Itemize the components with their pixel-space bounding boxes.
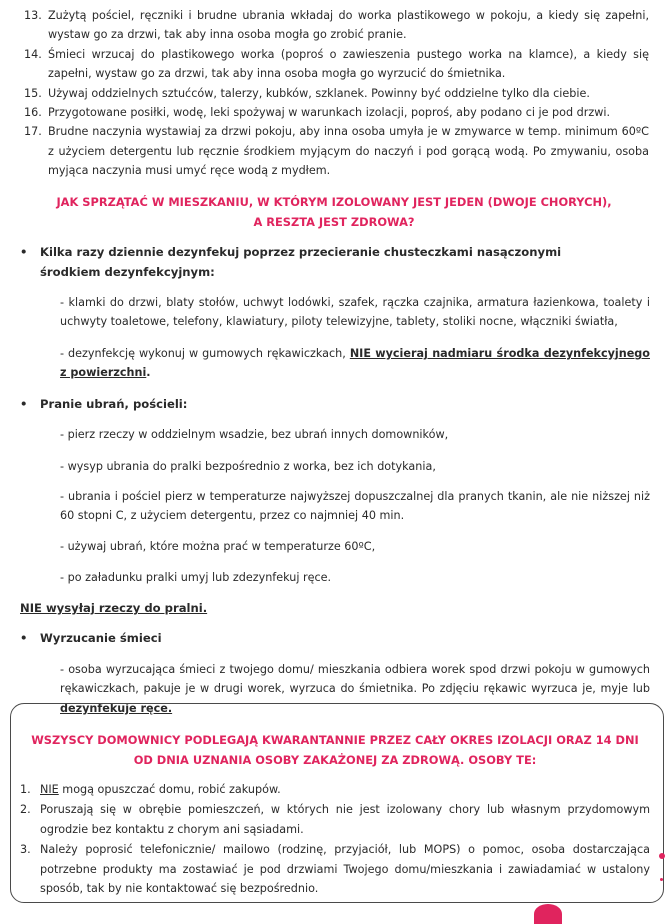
list-item <box>24 45 649 84</box>
disinfect-warning: NIE wycieraj nadmiaru środka dezynfekcyjnego z powierzchni <box>60 347 650 380</box>
list-text: Brudne naczynia wystawiaj za drzwi pokoju, aby inna osoba umyła je w zmywarce w temp. minimum 60ºC z użyciem detergentu lub ręcznie środkiem myjącym do naczyń i pod gorącą wodą. Po zmywaniu, osoba myjąca naczynia musi umyć ręce wodą z mydłem. <box>48 125 649 178</box>
decorative-dot <box>659 853 665 859</box>
bullet-title: Pranie ubrań, pościeli: <box>40 397 188 411</box>
nie-underlined: NIE <box>40 783 59 796</box>
list-number: 17. <box>24 125 42 139</box>
list-text: Poruszają się w obrębie pomieszczeń, w których nie jest izolowany chory lub własnym przydomowym ogrodzie bez kontaktu z chorym ani sąsiadami. <box>40 803 650 836</box>
bullet-icon: • <box>20 397 28 411</box>
list-item <box>20 800 650 839</box>
bullet-laundry <box>20 395 620 415</box>
trash-text: - osoba wyrzucająca śmieci z twojego domu/ mieszkania odbiera worek spod drzwi pokoju w gumowych rękawiczkach, pakuje je w drugi worek, wyrzuca do śmietnika. Po zdjęciu rękawic wyrzuca je, myje lub <box>60 663 650 696</box>
quarantine-heading-line-1: WSZYSCY DOMOWNICY PODLEGAJĄ KWARANTANNIE PRZEZ CAŁY OKRES IZOLACJI ORAZ 14 DNI <box>31 733 639 747</box>
no-laundry-service-note: NIE wysyłaj rzeczy do pralni. <box>20 601 208 615</box>
list-item <box>24 84 649 103</box>
bullet-icon: • <box>20 631 28 645</box>
list-text: Śmieci wrzucaj do plastikowego worka (poproś o zawieszenia pustego worka na klamce), a kiedy się zapełni, wystaw go za drzwi, tak aby inna osoba mogła go wyrzucić do śmietnika. <box>48 47 649 81</box>
list-item <box>24 122 649 180</box>
list-number: 15. <box>24 86 42 100</box>
laundry-item: - wysyp ubrania do pralki bezpośrednio z worka, bez ich dotykania, <box>60 460 436 473</box>
list-item <box>20 840 650 898</box>
list-number: 3. <box>20 843 31 857</box>
quarantine-list <box>20 780 650 899</box>
list-number: 1. <box>20 783 31 796</box>
list-item <box>24 6 649 45</box>
list-number: 2. <box>20 803 31 817</box>
section-heading <box>0 192 668 232</box>
list-text: mogą opuszczać domu, robić zakupów. <box>58 783 281 796</box>
quarantine-heading-line-2: OD DNIA UZNANIA OSOBY ZAKAŻONEJ ZA ZDROWĄ. OSOBY TE: <box>133 753 537 767</box>
list-text: Należy poprosić telefonicznie/ mailowo (rodzinę, przyjaciół, lub MOPS) o pomoc, osoba dostarczająca potrzebne produkty ma zostawiać je pod drzwiami Twojego domu/mieszkania i zawiadamiać w ustalony sposób, tak by nie kontaktować się bezpośrednio. <box>40 843 650 896</box>
list-text: Używaj oddzielnych sztućców, talerzy, kubków, szklanek. Powinny być oddzielne tylko dla ciebie. <box>48 86 590 100</box>
laundry-item: - po załadunku pralki umyj lub zdezynfekuj ręce. <box>60 571 332 584</box>
laundry-item: - ubrania i pościel pierz w temperaturze najwyższej dopuszczalnej dla pranych tkanin, ale nie niższej niż 60 stopni C, z użyciem detergentu, przez co najmniej 40 min. <box>60 490 650 523</box>
laundry-item: - pierz rzeczy w oddzielnym wsadzie, bez ubrań innych domowników, <box>60 428 449 441</box>
decorative-dot <box>660 878 663 881</box>
trash-disinfect-hands: dezynfekuje ręce. <box>60 701 173 715</box>
heading-line-2: A RESZTA JEST ZDROWA? <box>253 215 415 229</box>
list-text: Zużytą pościel, ręczniki i brudne ubrania wkładaj do worka plastikowego w pokoju, a kiedy się zapełni, wystaw go za drzwi, tak aby inna osoba mogła go zrobić pranie. <box>48 9 649 42</box>
list-item <box>20 780 650 799</box>
list-number: 14. <box>24 47 42 61</box>
bullet-trash <box>20 629 620 649</box>
disinfect-period: . <box>146 366 151 380</box>
list-item <box>24 103 649 122</box>
list-text: Przygotowane posiłki, wodę, leki spożywaj w warunkach izolacji, poproś, aby podano ci je pod drzwi. <box>48 106 611 120</box>
disinfect-gloves-text: - dezynfekcję wykonuj w gumowych rękawiczkach, <box>60 347 350 360</box>
bullet-icon: • <box>20 245 28 259</box>
list-number: 16. <box>24 106 42 120</box>
instructions-list-top <box>24 6 649 181</box>
bullet-title: Kilka razy dziennie dezynfekuj poprzez przecieranie chusteczkami nasączonymi środkiem dezynfekcyjnym: <box>40 245 562 279</box>
disinfect-item-surfaces: - klamki do drzwi, blaty stołów, uchwyt lodówki, szafek, rączka czajnika, armatura łazienkowa, toalety i uchwyty toaletowe, telefony, klawiatury, piloty telewizyjne, tablety, stoliki nocne, włączniki światła, <box>60 296 650 329</box>
heading-line-1: JAK SPRZĄTAĆ W MIESZKANIU, W KTÓRYM IZOLOWANY JEST JEDEN (DWOJE CHORYCH), <box>56 195 612 209</box>
bullet-title: Wyrzucanie śmieci <box>40 631 162 645</box>
laundry-item: - używaj ubrań, które można prać w temperaturze 60ºC, <box>60 540 376 553</box>
bullet-disinfect <box>20 243 620 282</box>
disinfect-item-gloves <box>60 344 650 383</box>
quarantine-heading <box>20 730 650 770</box>
list-number: 13. <box>24 9 42 22</box>
decorative-shape <box>534 904 562 924</box>
